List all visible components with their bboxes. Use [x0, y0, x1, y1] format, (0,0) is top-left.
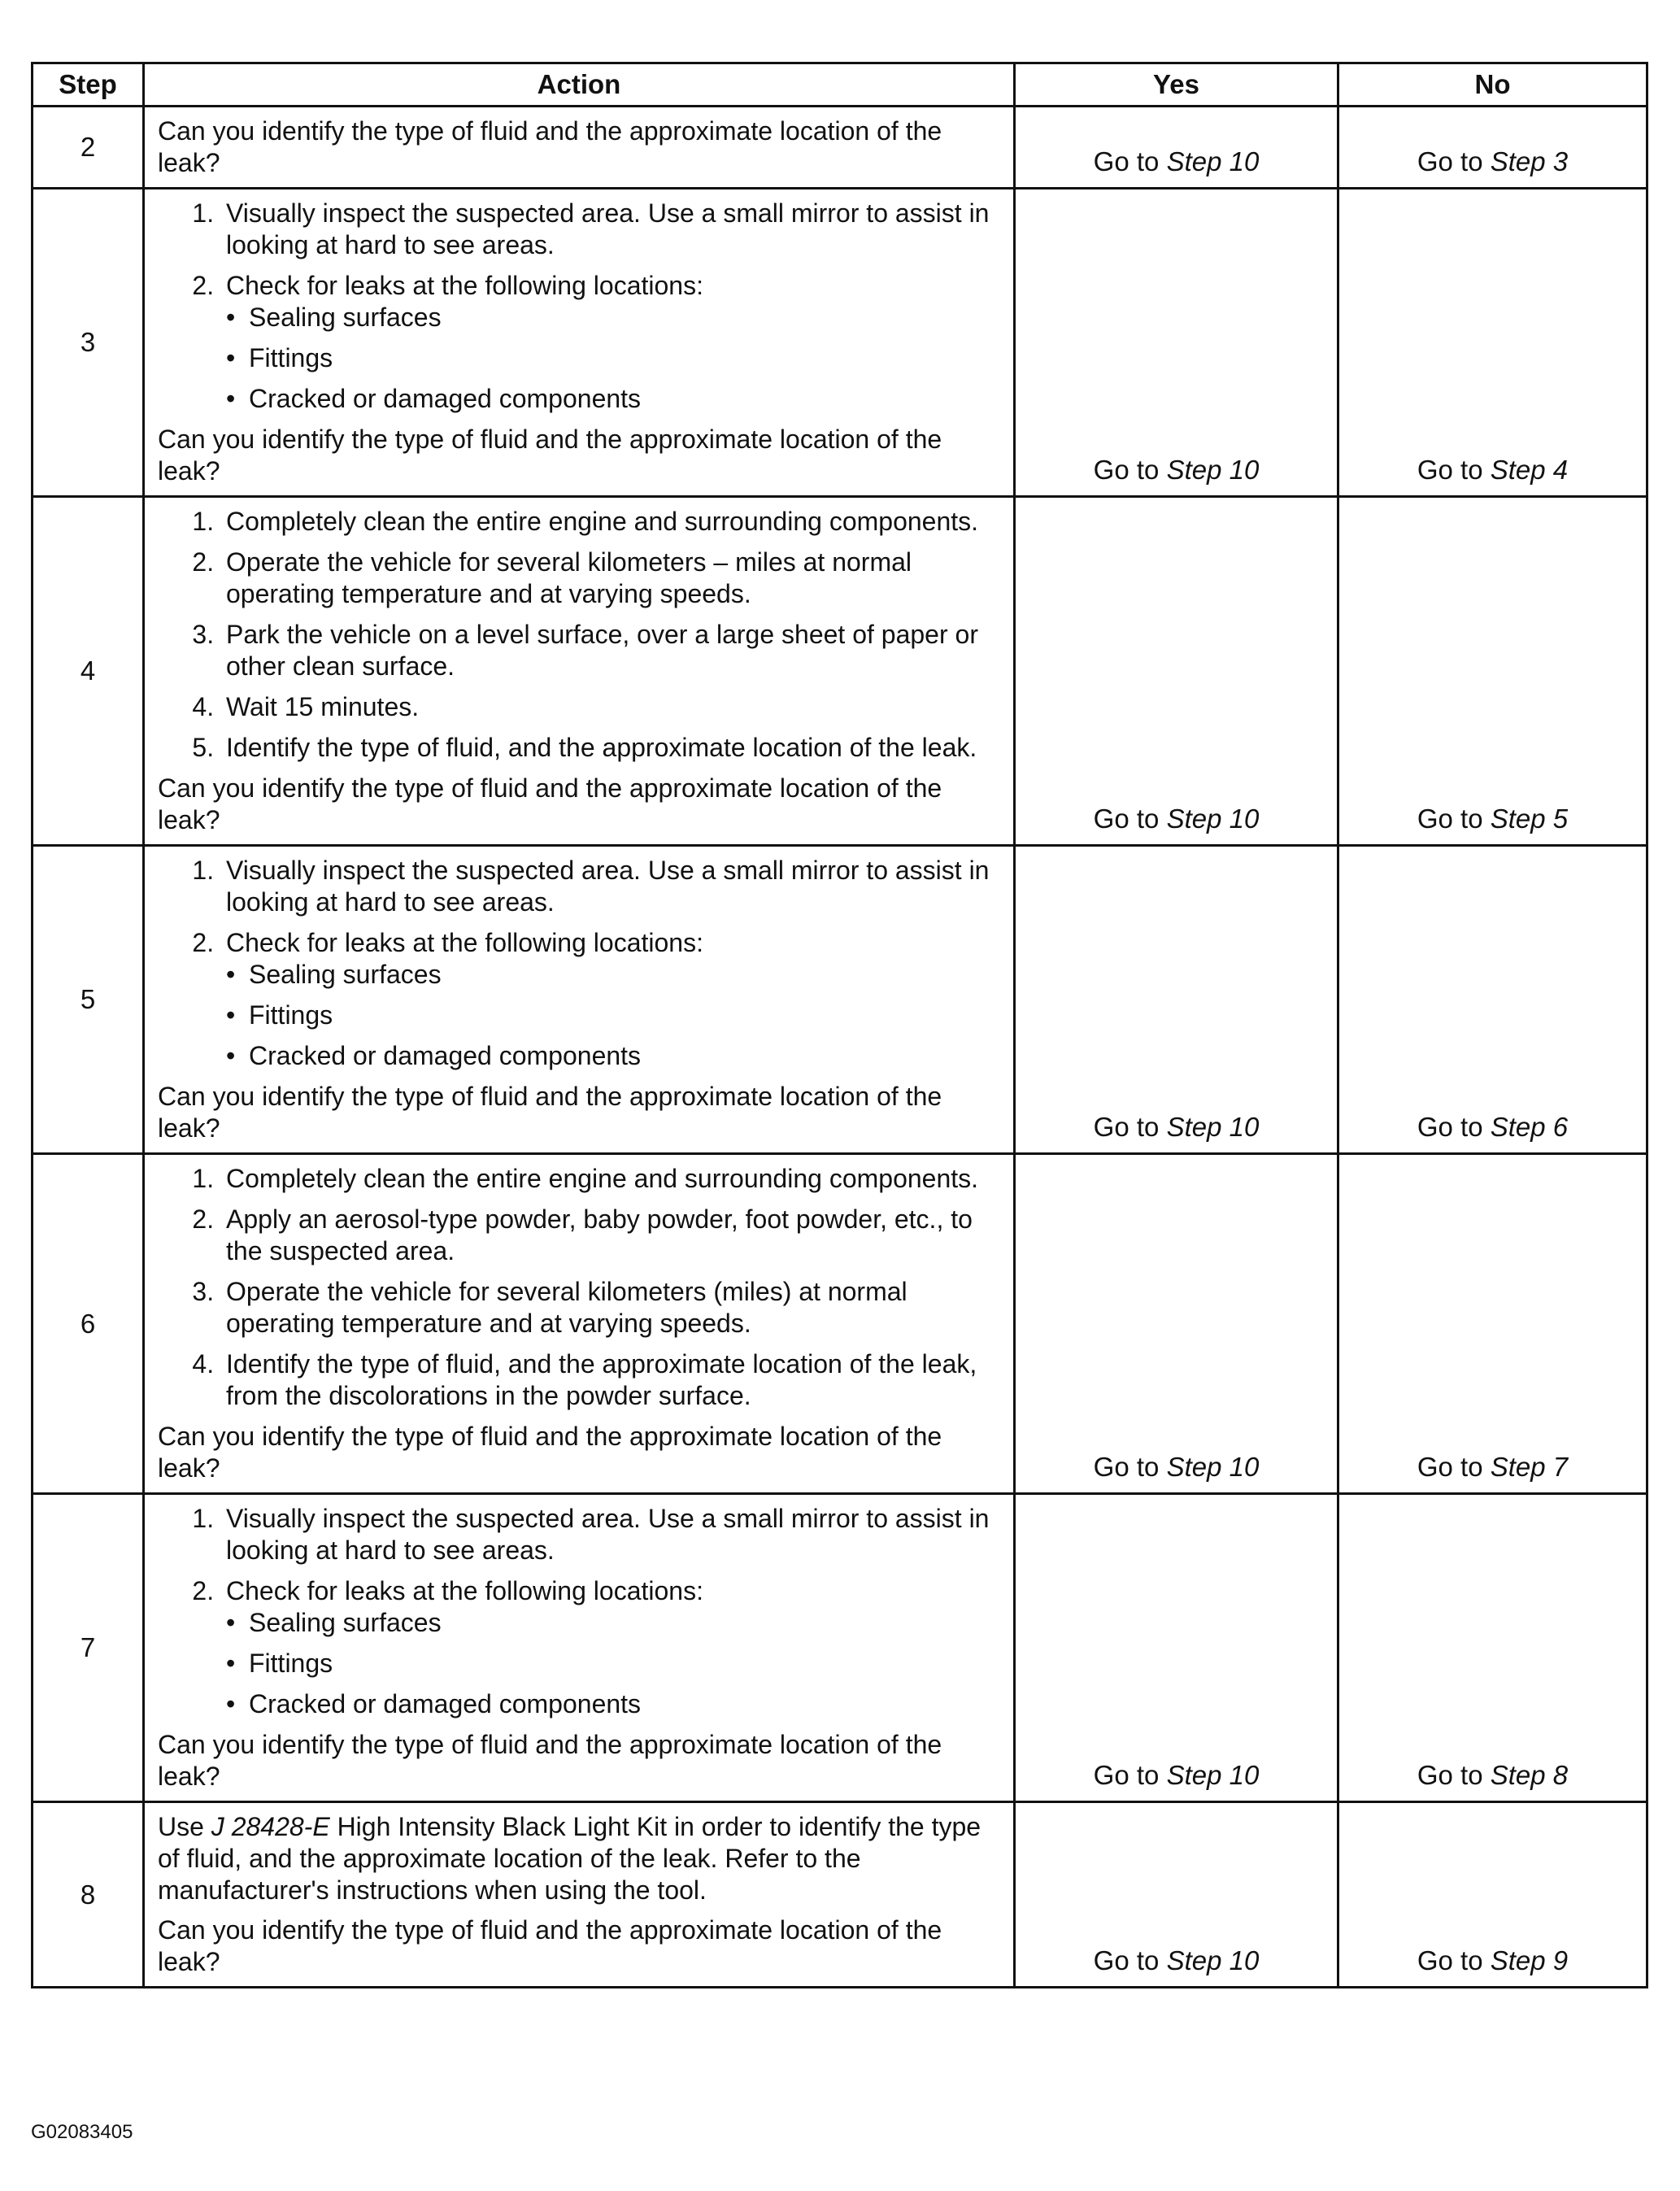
- bullet-list: [195, 1607, 1003, 1720]
- action-cell: [144, 1802, 1015, 1988]
- action-cell: [144, 1494, 1015, 1802]
- instruction-text: [158, 1811, 1003, 1906]
- instruction-body: High Intensity Black Light Kit in order to identify the type of fluid, and the approximate location of the leak. Refer to the manufacturer's instructions when using the tool.: [158, 1812, 981, 1905]
- no-cell: [1338, 497, 1647, 846]
- action-cell: [144, 497, 1015, 846]
- question-text: Can you identify the type of fluid and the approximate location of the leak?: [158, 1082, 942, 1143]
- bullet-item: • Sealing surfaces: [249, 302, 1003, 333]
- bullet-item: • Cracked or damaged components: [249, 1040, 1003, 1072]
- diagnostic-table: [31, 62, 1648, 1988]
- step-number: 4: [33, 497, 144, 846]
- step-number: 2: [33, 107, 144, 189]
- instruction-prefix: Use: [158, 1812, 204, 1841]
- substep-item: 5. Identify the type of fluid, and the approximate location of the leak.: [221, 732, 1003, 764]
- no-cell: [1338, 1494, 1647, 1802]
- header-no: No: [1338, 63, 1647, 107]
- header-yes: Yes: [1015, 63, 1338, 107]
- header-row: [33, 63, 1647, 107]
- substep-item: 4. Identify the type of fluid, and the approximate location of the leak, from the discolorations in the powder surface.: [221, 1348, 1003, 1412]
- action-cell: [144, 846, 1015, 1154]
- no-target: Step 3: [1490, 146, 1569, 176]
- bullet-item: • Cracked or damaged components: [249, 1688, 1003, 1720]
- go-to-label: Go to: [1093, 1945, 1160, 1975]
- substep-item: 1. Visually inspect the suspected area. Use a small mirror to assist in looking at hard to see areas.: [221, 855, 1003, 918]
- table-row: [33, 1802, 1647, 1988]
- substep-item: [221, 270, 1003, 415]
- yes-cell: [1015, 846, 1338, 1154]
- go-to-label: Go to: [1417, 455, 1483, 485]
- question-text: Can you identify the type of fluid and the approximate location of the leak?: [158, 1915, 942, 1976]
- yes-target: Step 10: [1166, 1112, 1260, 1142]
- step-number: 6: [33, 1154, 144, 1494]
- table-row: [33, 846, 1647, 1154]
- substep-item: 1. Completely clean the entire engine and surrounding components.: [221, 506, 1003, 538]
- go-to-label: Go to: [1417, 146, 1483, 176]
- yes-target: Step 10: [1166, 1760, 1260, 1790]
- substep-item: [221, 927, 1003, 1072]
- yes-target: Step 10: [1166, 146, 1260, 176]
- go-to-label: Go to: [1417, 1112, 1483, 1142]
- question-text: Can you identify the type of fluid and the approximate location of the leak?: [158, 1730, 942, 1791]
- bullet-item: • Sealing surfaces: [249, 959, 1003, 991]
- go-to-label: Go to: [1093, 1760, 1160, 1790]
- go-to-label: Go to: [1093, 804, 1160, 834]
- table-row: [33, 107, 1647, 189]
- header-action: Action: [144, 63, 1015, 107]
- substep-list: [158, 198, 1003, 415]
- substep-item: 2. Apply an aerosol-type powder, baby powder, foot powder, etc., to the suspected area.: [221, 1204, 1003, 1267]
- bullet-item: • Fittings: [249, 342, 1003, 374]
- substep-list: [158, 1163, 1003, 1412]
- question-text: Can you identify the type of fluid and the approximate location of the leak?: [158, 425, 942, 486]
- substep-list: [158, 1503, 1003, 1720]
- no-cell: [1338, 107, 1647, 189]
- question-text: Can you identify the type of fluid and the approximate location of the leak?: [158, 116, 942, 177]
- go-to-label: Go to: [1093, 455, 1160, 485]
- yes-target: Step 10: [1166, 455, 1260, 485]
- yes-cell: [1015, 497, 1338, 846]
- substep-item: 3. Park the vehicle on a level surface, over a large sheet of paper or other clean surface.: [221, 619, 1003, 682]
- substep-item: [221, 1575, 1003, 1720]
- bullet-list: [195, 959, 1003, 1072]
- no-target: Step 7: [1490, 1452, 1569, 1482]
- step-number: 3: [33, 189, 144, 497]
- bullet-item: • Fittings: [249, 1000, 1003, 1031]
- question-text: Can you identify the type of fluid and the approximate location of the leak?: [158, 1422, 942, 1483]
- no-target: Step 9: [1490, 1945, 1569, 1975]
- no-target: Step 4: [1490, 455, 1569, 485]
- substep-list: [158, 506, 1003, 764]
- no-cell: [1338, 1154, 1647, 1494]
- bullet-item: • Cracked or damaged components: [249, 383, 1003, 415]
- step-number: 8: [33, 1802, 144, 1988]
- no-target: Step 6: [1490, 1112, 1569, 1142]
- header-step: Step: [33, 63, 144, 107]
- go-to-label: Go to: [1093, 1452, 1160, 1482]
- no-cell: [1338, 1802, 1647, 1988]
- yes-target: Step 10: [1166, 804, 1260, 834]
- action-cell: [144, 189, 1015, 497]
- no-target: Step 5: [1490, 804, 1569, 834]
- table-row: [33, 1494, 1647, 1802]
- no-cell: [1338, 189, 1647, 497]
- go-to-label: Go to: [1093, 146, 1160, 176]
- no-cell: [1338, 846, 1647, 1154]
- substep-item: 4. Wait 15 minutes.: [221, 691, 1003, 723]
- yes-cell: [1015, 1154, 1338, 1494]
- action-cell: [144, 1154, 1015, 1494]
- action-cell: [144, 107, 1015, 189]
- go-to-label: Go to: [1417, 804, 1483, 834]
- yes-cell: [1015, 107, 1338, 189]
- yes-target: Step 10: [1166, 1452, 1260, 1482]
- question-text: Can you identify the type of fluid and the approximate location of the leak?: [158, 773, 942, 834]
- table-row: [33, 189, 1647, 497]
- bullet-item: • Sealing surfaces: [249, 1607, 1003, 1639]
- substep-item: 3. Operate the vehicle for several kilometers (miles) at normal operating temperature and at varying speeds.: [221, 1276, 1003, 1339]
- yes-cell: [1015, 1802, 1338, 1988]
- substep-text: Check for leaks at the following locations:: [226, 271, 703, 300]
- table-row: [33, 1154, 1647, 1494]
- go-to-label: Go to: [1417, 1945, 1483, 1975]
- tool-number: J 28428-E: [211, 1812, 330, 1841]
- figure-id: G02083405: [31, 2121, 133, 2143]
- yes-cell: [1015, 189, 1338, 497]
- yes-cell: [1015, 1494, 1338, 1802]
- step-number: 7: [33, 1494, 144, 1802]
- yes-target: Step 10: [1166, 1945, 1260, 1975]
- substep-item: 2. Operate the vehicle for several kilometers – miles at normal operating temperature and at varying speeds.: [221, 547, 1003, 610]
- step-number: 5: [33, 846, 144, 1154]
- bullet-item: • Fittings: [249, 1648, 1003, 1679]
- go-to-label: Go to: [1417, 1452, 1483, 1482]
- substep-text: Check for leaks at the following locations:: [226, 1576, 703, 1605]
- no-target: Step 8: [1490, 1760, 1569, 1790]
- substep-list: [158, 855, 1003, 1072]
- substep-item: 1. Visually inspect the suspected area. Use a small mirror to assist in looking at hard to see areas.: [221, 1503, 1003, 1566]
- go-to-label: Go to: [1093, 1112, 1160, 1142]
- substep-text: Check for leaks at the following locations:: [226, 928, 703, 957]
- go-to-label: Go to: [1417, 1760, 1483, 1790]
- bullet-list: [195, 302, 1003, 415]
- substep-item: 1. Visually inspect the suspected area. Use a small mirror to assist in looking at hard to see areas.: [221, 198, 1003, 261]
- substep-item: 1. Completely clean the entire engine and surrounding components.: [221, 1163, 1003, 1195]
- table-row: [33, 497, 1647, 846]
